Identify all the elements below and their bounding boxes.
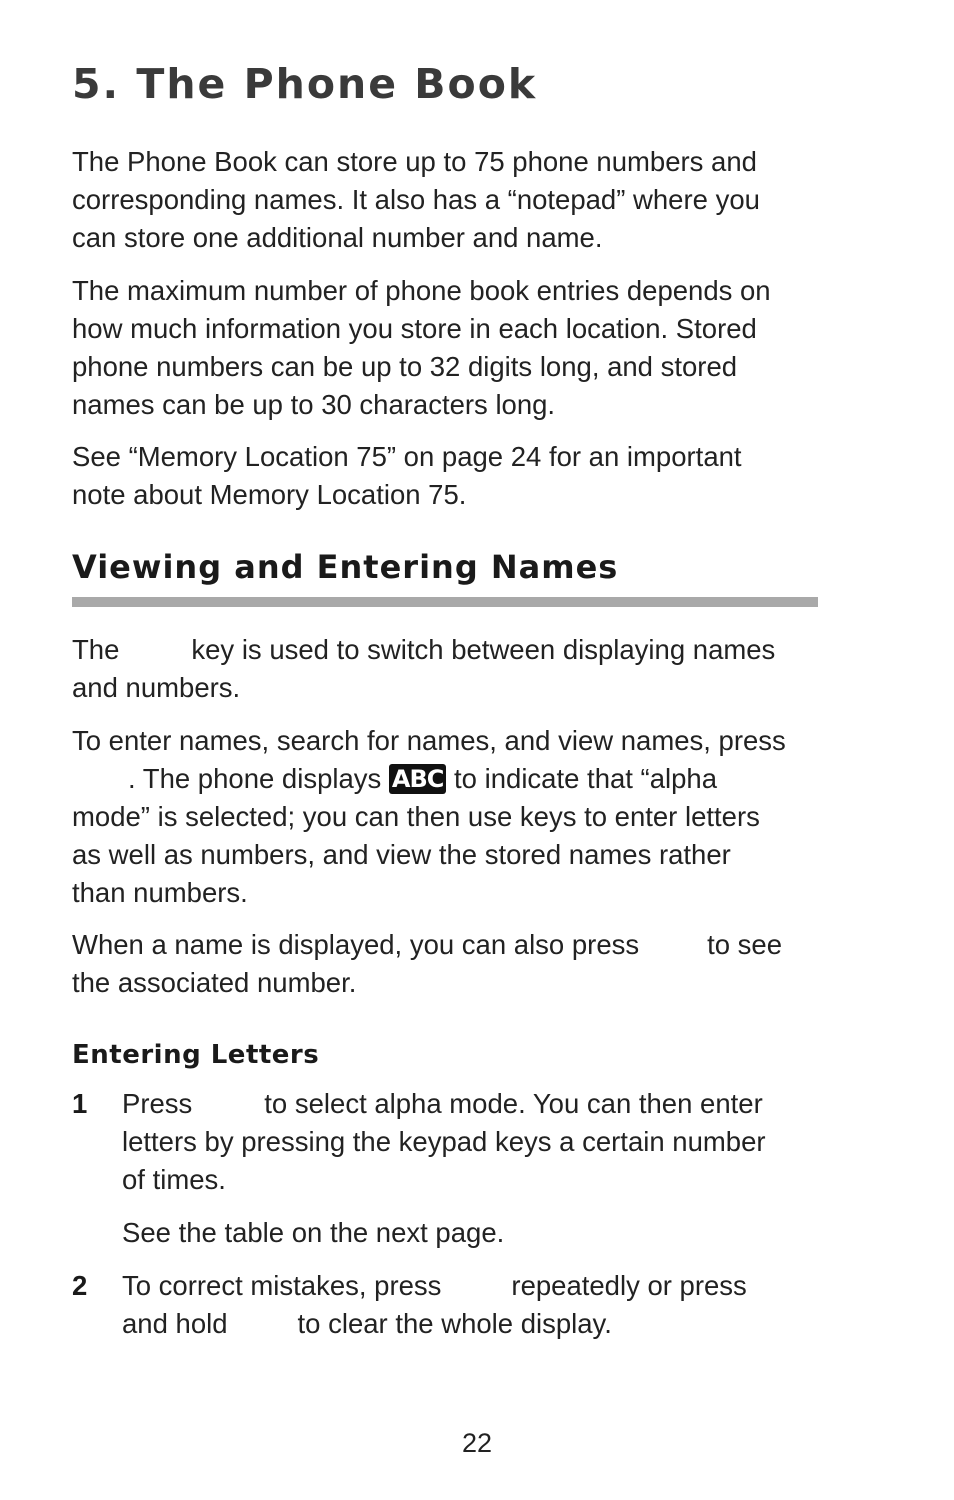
text-line: as well as numbers, and view the stored names rather xyxy=(72,839,731,870)
text-line: and numbers. xyxy=(72,672,241,703)
text-fragment: to select alpha mode. You can then enter xyxy=(264,1088,763,1119)
text-line: corresponding names. It also has a “notepad” where you xyxy=(72,184,760,215)
step-2-text xyxy=(122,1267,822,1343)
chapter-title: 5. The Phone Book xyxy=(72,60,538,108)
step-1-text xyxy=(122,1085,822,1199)
step-number: 1 xyxy=(72,1088,88,1119)
step-1-note xyxy=(122,1214,822,1252)
page-number: 22 xyxy=(461,1428,493,1458)
text-line xyxy=(72,631,822,669)
text-line: See the table on the next page. xyxy=(122,1217,505,1248)
text-line: note about Memory Location 75. xyxy=(72,479,467,510)
text-fragment: repeatedly or press xyxy=(511,1270,747,1301)
text-fragment: key is used to switch between displaying names xyxy=(191,634,776,665)
text-line: mode” is selected; you can then use keys to enter letters xyxy=(72,801,760,832)
intro-paragraph-3 xyxy=(72,438,822,514)
section-divider xyxy=(72,597,818,607)
section-title: Viewing and Entering Names xyxy=(72,548,619,586)
section-paragraph-2 xyxy=(72,722,822,912)
text-fragment: To correct mistakes, press xyxy=(122,1270,442,1301)
text-line xyxy=(122,1305,822,1343)
step-number: 2 xyxy=(72,1270,88,1301)
text-line xyxy=(72,760,822,798)
intro-paragraph-1 xyxy=(72,143,822,257)
intro-paragraph-2 xyxy=(72,272,822,424)
text-fragment: Press xyxy=(122,1088,193,1119)
text-line: phone numbers can be up to 32 digits long, and stored xyxy=(72,351,738,382)
text-line: To enter names, search for names, and view names, press xyxy=(72,725,786,756)
text-fragment: to indicate that “alpha xyxy=(454,763,718,794)
text-line: how much information you store in each location. Stored xyxy=(72,313,757,344)
subsection-title: Entering Letters xyxy=(72,1040,320,1070)
text-line xyxy=(72,926,822,964)
text-fragment: The xyxy=(72,634,120,665)
text-line: letters by pressing the keypad keys a certain number xyxy=(122,1126,766,1157)
text-line: the associated number. xyxy=(72,967,357,998)
text-line: can store one additional number and name. xyxy=(72,222,603,253)
text-line xyxy=(122,1267,822,1305)
text-fragment: to clear the whole display. xyxy=(297,1308,612,1339)
text-line: than numbers. xyxy=(72,877,248,908)
text-fragment: . The phone displays xyxy=(128,763,382,794)
text-fragment: to see xyxy=(707,929,783,960)
text-line: The Phone Book can store up to 75 phone numbers and xyxy=(72,146,757,177)
text-fragment: and hold xyxy=(122,1308,228,1339)
text-line: The maximum number of phone book entries depends on xyxy=(72,275,771,306)
abc-mode-indicator-icon: ABC xyxy=(389,764,446,794)
text-line xyxy=(122,1085,822,1123)
section-paragraph-3 xyxy=(72,926,822,1002)
text-line: See “Memory Location 75” on page 24 for an important xyxy=(72,441,742,472)
text-fragment: When a name is displayed, you can also press xyxy=(72,929,640,960)
text-line: names can be up to 30 characters long. xyxy=(72,389,556,420)
text-line: of times. xyxy=(122,1164,226,1195)
section-paragraph-1 xyxy=(72,631,822,707)
